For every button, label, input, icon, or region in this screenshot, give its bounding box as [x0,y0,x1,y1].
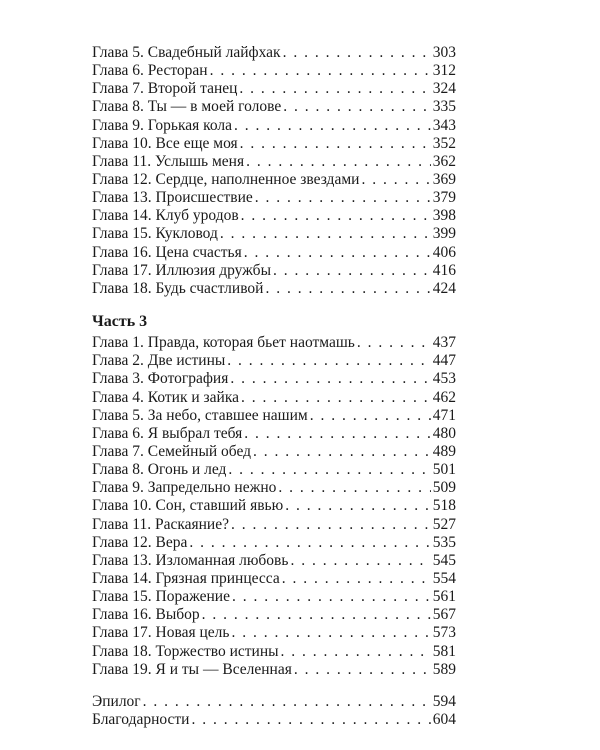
toc-entry-title: Глава 17. Иллюзия дружбы [92,261,271,279]
toc-entry [92,207,456,225]
toc-entry-title: Глава 13. Происшествие [92,189,253,207]
toc-entry [92,461,456,479]
toc-entry [92,117,456,135]
toc-entry-title: Глава 11. Услышь меня [92,152,245,170]
dot-leader [228,461,430,479]
toc-entry-title: Глава 9. Горькая кола [92,116,233,134]
toc-entry-page-number: 406 [432,243,456,261]
toc-entry [92,244,456,262]
toc-entry-title: Глава 19. Я и ты — Вселенная [92,660,292,678]
dot-leader [281,643,431,661]
toc-entry-title: Глава 15. Кукловод [92,225,218,243]
toc-entry [92,352,456,370]
toc-entry-page-number: 398 [432,207,456,225]
toc-entry-title: Глава 12. Вера [92,533,188,551]
toc-entry-page-number: 554 [432,569,456,587]
dot-leader [227,352,430,370]
toc-entry-title: Глава 1. Правда, которая бьет наотмашь [92,334,355,352]
toc-entry-page-number: 501 [432,461,456,479]
toc-entry [92,570,456,588]
dot-leader [283,44,431,62]
toc-entry [92,606,456,624]
toc-entry [92,643,456,661]
toc-entry [92,135,456,153]
dot-leader [265,280,430,298]
dot-leader [361,171,430,189]
toc-entry [92,225,456,243]
dot-leader [282,570,431,588]
dot-leader [191,711,430,729]
toc-entry-page-number: 535 [432,533,456,551]
toc-entry-page-number: 437 [432,334,456,352]
toc-entry [92,443,456,461]
dot-leader [310,407,431,425]
dot-leader [283,98,431,116]
toc-entry-title: Глава 15. Поражение [92,588,230,606]
toc-entry-title: Глава 10. Все еще моя [92,134,238,152]
toc-entry [92,693,456,711]
toc-entry-title: Глава 14. Клуб уродов [92,207,239,225]
toc-entry-title: Глава 10. Сон, ставший явью [92,497,284,515]
dot-leader [241,207,431,225]
dot-leader [143,693,431,711]
toc-entry-title: Глава 3. Фотография [92,370,229,388]
toc-entry-page-number: 604 [432,710,456,728]
toc-entry-page-number: 362 [432,152,456,170]
toc-entry-title: Глава 5. За небо, ставшее нашим [92,406,308,424]
toc-entry [92,171,456,189]
toc-entry [92,534,456,552]
toc-entry-title: Глава 11. Раскаяние? [92,515,229,533]
toc-entry [92,98,456,116]
toc-entry-page-number: 581 [432,642,456,660]
dot-leader [210,62,431,80]
toc-entry [92,407,456,425]
dot-leader [290,552,430,570]
toc-entry [92,370,456,388]
dot-leader [241,389,431,407]
toc-entry-page-number: 489 [432,442,456,460]
toc-entry-page-number: 312 [432,62,456,80]
toc-entry-page-number: 567 [432,606,456,624]
toc-entry-page-number: 335 [432,98,456,116]
toc-entry-title: Глава 18. Торжество истины [92,642,279,660]
dot-leader [232,588,431,606]
dot-leader [202,606,431,624]
dot-leader [189,534,430,552]
toc-entry [92,189,456,207]
toc-entry-title: Глава 9. Запредельно нежно [92,479,277,497]
toc-entry-page-number: 399 [432,225,456,243]
back-matter-list [92,693,456,729]
toc-entry-title: Глава 8. Ты — в моей голове [92,98,282,116]
toc-entry-title: Глава 2. Две истины [92,352,226,370]
part-2-chapter-list [92,44,456,298]
dot-leader [244,425,430,443]
toc-entry-title: Эпилог [92,692,141,710]
toc-entry-title: Глава 16. Цена счастья [92,243,242,261]
toc-entry-page-number: 471 [432,406,456,424]
toc-entry-title: Глава 16. Выбор [92,606,200,624]
dot-leader [234,117,431,135]
dot-leader [244,244,431,262]
toc-entry-title: Глава 7. Второй танец [92,80,238,98]
toc-entry [92,552,456,570]
toc-entry-title: Глава 14. Грязная принцесса [92,569,280,587]
dot-leader [294,661,431,679]
toc-entry [92,624,456,642]
toc-entry-title: Глава 8. Огонь и лед [92,461,227,479]
toc-entry-title: Глава 4. Котик и зайка [92,388,240,406]
toc-entry-page-number: 424 [432,279,456,297]
part-3-heading: Часть 3 [92,312,148,330]
toc-entry-page-number: 352 [432,134,456,152]
toc-entry-title: Глава 7. Семейный обед [92,442,252,460]
toc-entry [92,80,456,98]
toc-entry [92,44,456,62]
dot-leader [246,153,431,171]
toc-entry [92,497,456,515]
dot-leader [278,479,430,497]
table-of-contents [92,44,456,729]
toc-entry [92,262,456,280]
toc-entry [92,62,456,80]
toc-entry-page-number: 462 [432,388,456,406]
dot-leader [230,370,430,388]
toc-entry [92,280,456,298]
dot-leader [231,624,430,642]
dot-leader [239,80,430,98]
dot-leader [220,225,431,243]
toc-entry-title: Глава 13. Изломанная любовь [92,551,289,569]
toc-entry [92,425,456,443]
toc-entry [92,153,456,171]
dot-leader [255,189,431,207]
dot-leader [240,135,431,153]
toc-entry-page-number: 509 [432,479,456,497]
toc-entry [92,389,456,407]
dot-leader [253,443,431,461]
toc-entry-page-number: 447 [432,352,456,370]
toc-entry-page-number: 369 [432,170,456,188]
toc-entry [92,588,456,606]
toc-entry-page-number: 561 [432,588,456,606]
toc-entry-page-number: 379 [432,189,456,207]
toc-entry-title: Глава 6. Ресторан [92,62,208,80]
toc-entry-page-number: 573 [432,624,456,642]
toc-entry-page-number: 480 [432,424,456,442]
toc-entry-page-number: 416 [432,261,456,279]
toc-entry-title: Глава 6. Я выбрал тебя [92,424,243,442]
toc-entry [92,334,456,352]
toc-entry-page-number: 545 [432,551,456,569]
toc-entry-page-number: 343 [432,116,456,134]
dot-leader [357,334,431,352]
dot-leader [231,516,431,534]
toc-entry-page-number: 527 [432,515,456,533]
toc-entry-title: Глава 18. Будь счастливой [92,279,264,297]
toc-entry [92,479,456,497]
toc-entry-page-number: 518 [432,497,456,515]
toc-entry-page-number: 453 [432,370,456,388]
toc-entry-page-number: 594 [432,692,456,710]
toc-entry [92,711,456,729]
part-3-chapter-list [92,334,456,679]
toc-entry-title: Глава 17. Новая цель [92,624,230,642]
toc-entry-title: Благодарности [92,710,190,728]
dot-leader [273,262,431,280]
toc-entry-page-number: 589 [432,660,456,678]
toc-entry-page-number: 324 [432,80,456,98]
toc-entry-page-number: 303 [432,44,456,61]
toc-entry [92,516,456,534]
dot-leader [285,497,431,515]
toc-entry-title: Глава 12. Сердце, наполненное звездами [92,170,360,188]
toc-entry-title: Глава 5. Свадебный лайфхак [92,44,281,61]
toc-entry [92,661,456,679]
